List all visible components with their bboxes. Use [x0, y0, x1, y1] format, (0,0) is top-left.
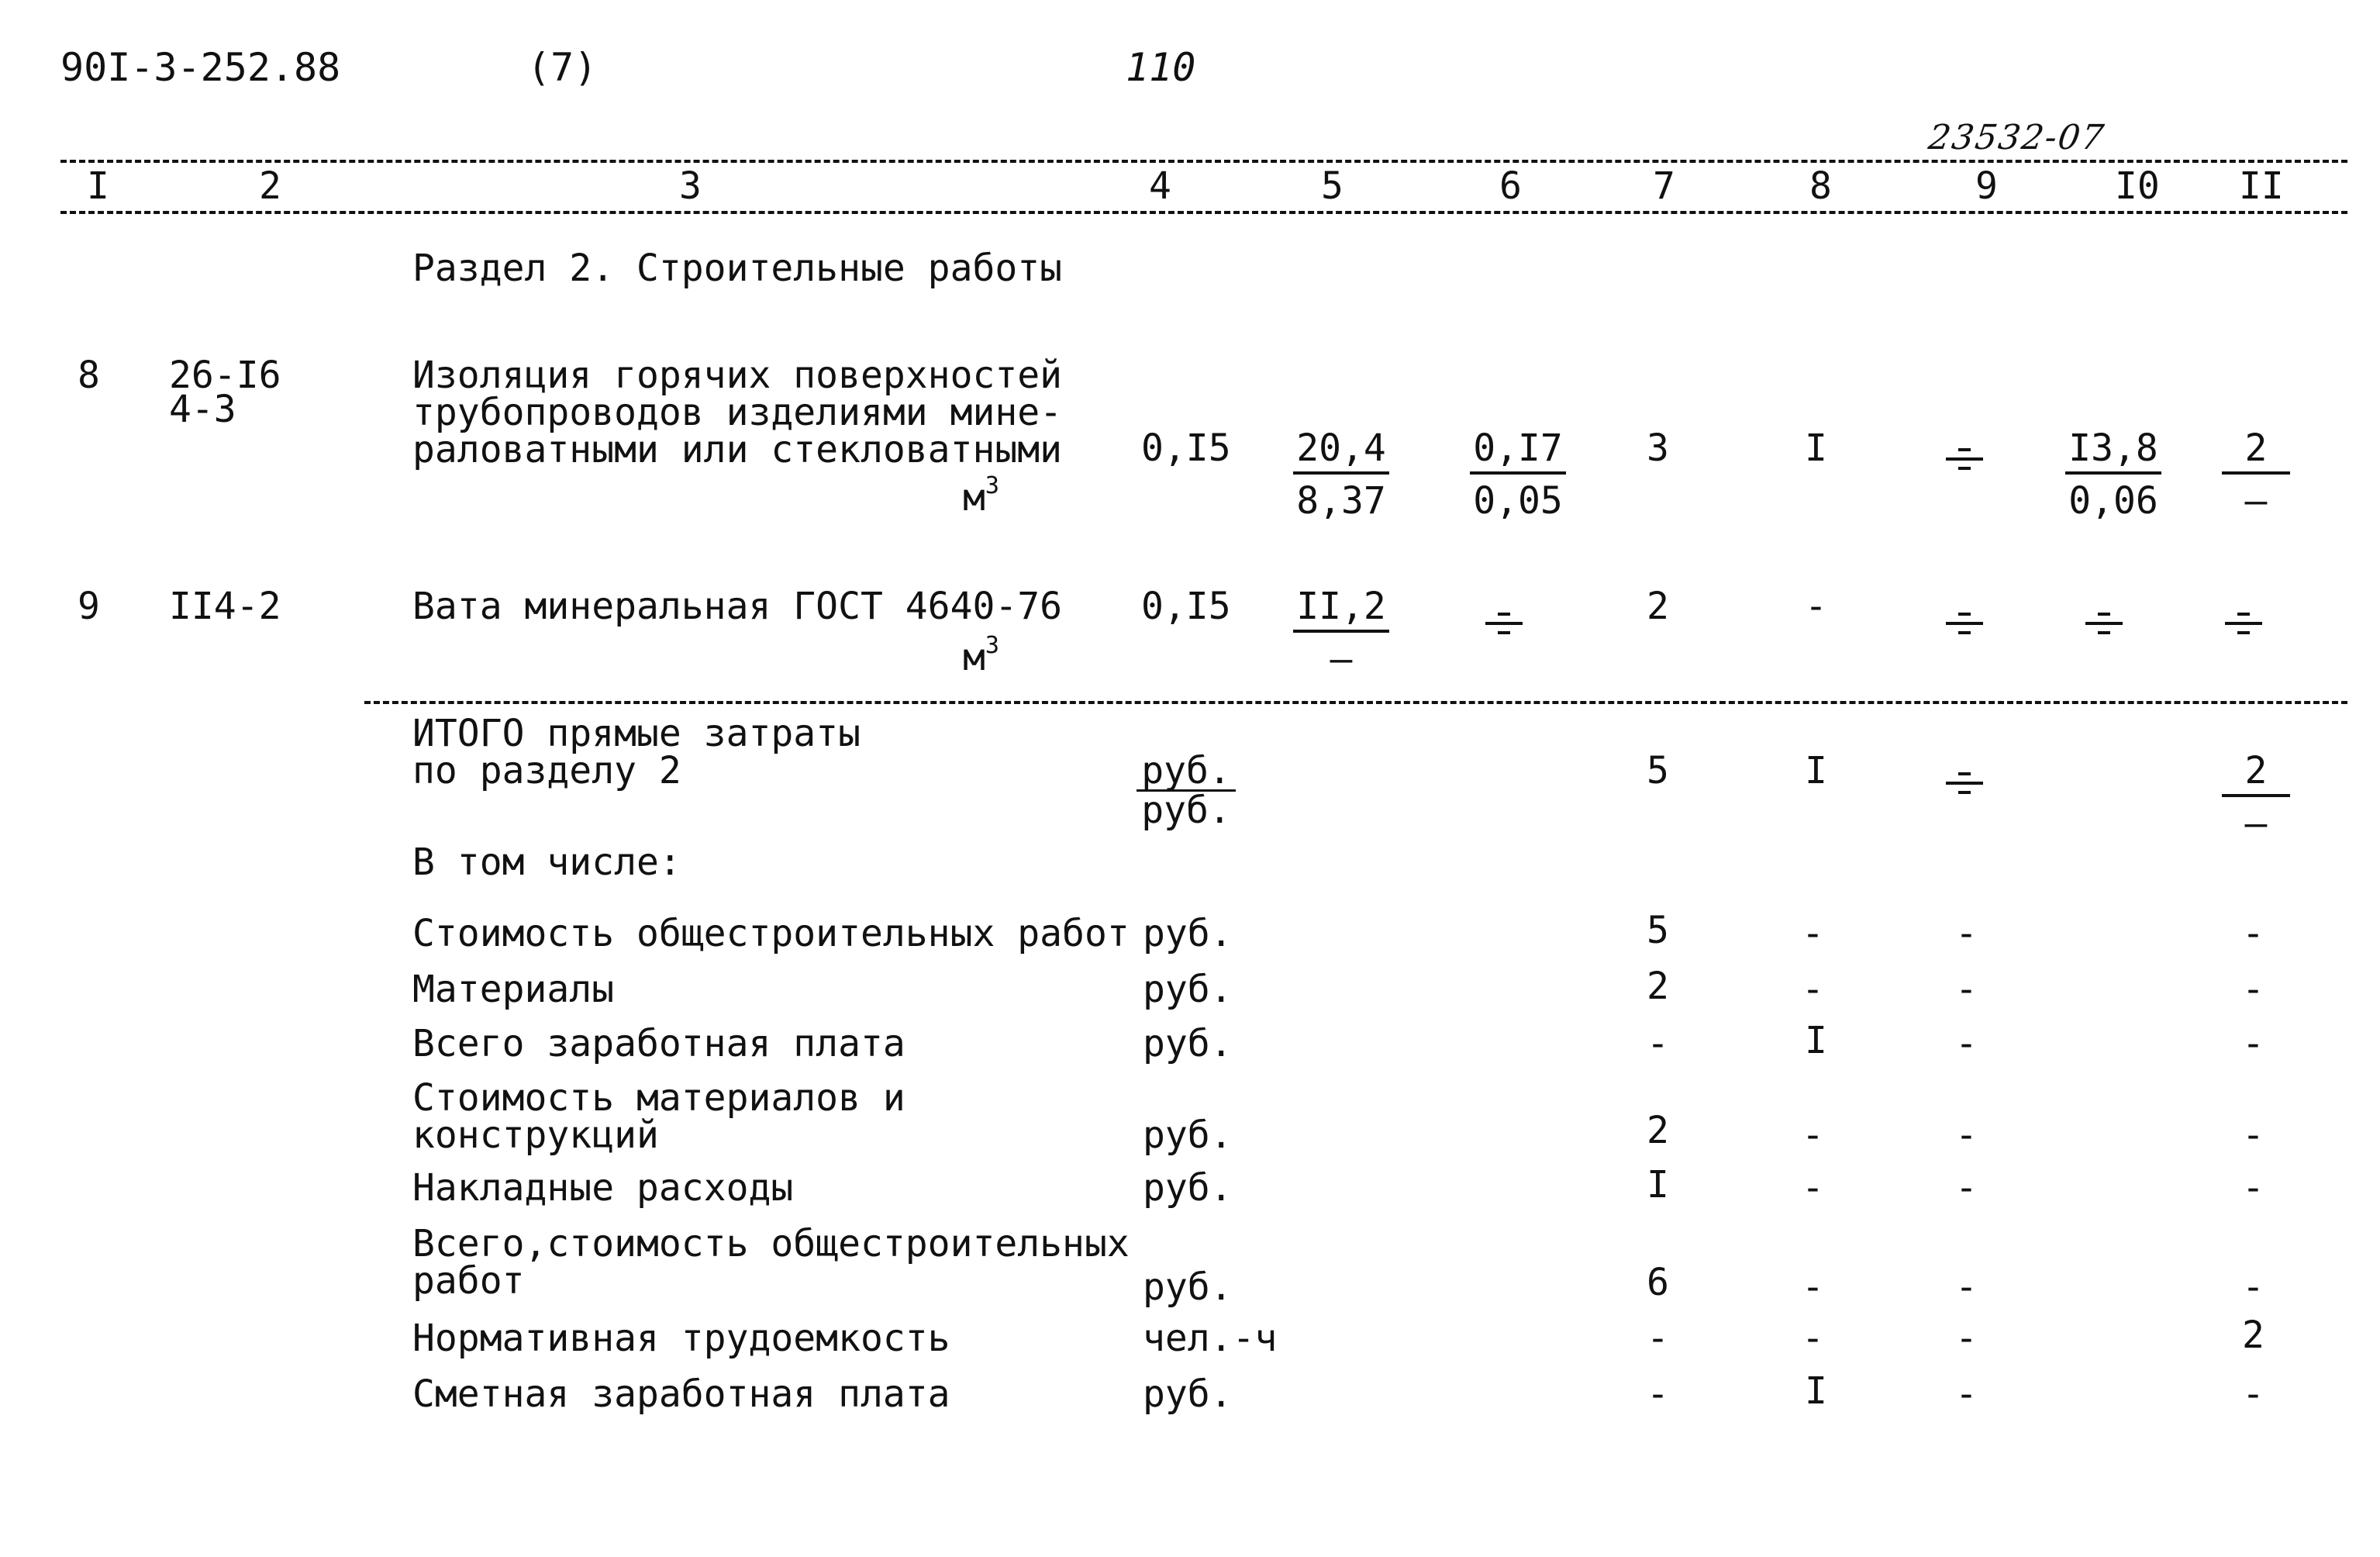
breakdown-col7: 6 [1647, 1261, 1669, 1304]
column-number: I0 [2112, 167, 2163, 205]
breakdown-unit: руб. [1143, 1113, 1233, 1157]
breakdown-col9: - [1955, 1113, 1978, 1157]
breakdown-label: Стоимость общестроительных работ [412, 912, 1130, 955]
row-quantity: 0,I5 [1141, 426, 1231, 470]
row-description: трубопроводов изделиями мине- [412, 391, 1063, 434]
row-col6-empty-fraction [1485, 613, 1523, 636]
breakdown-col9: - [1955, 912, 1978, 955]
breakdown-col9: - [1955, 1265, 1978, 1309]
header-bottom-rule [60, 211, 2347, 214]
handwritten-number: 23532-07 [1926, 118, 2108, 157]
breakdown-label: Всего заработная плата [412, 1022, 905, 1065]
page-number: 110 [1126, 45, 1196, 90]
breakdown-col11: - [2242, 1265, 2264, 1309]
breakdown-col8: - [1802, 968, 1824, 1011]
breakdown-col11: - [2242, 912, 2264, 955]
row-col9-empty-fraction [1946, 613, 1983, 636]
row-col10-empty-fraction [2085, 613, 2123, 636]
breakdown-label: Всего,стоимость общестроительных [412, 1222, 1130, 1265]
breakdown-label: Сметная заработная плата [412, 1372, 950, 1416]
row-code: 4-3 [169, 388, 236, 431]
totals-label: ИТОГО прямые затраты [412, 712, 861, 755]
breakdown-col7: - [1647, 1022, 1669, 1065]
column-number: 5 [1318, 167, 1347, 205]
breakdown-col7: 2 [1647, 965, 1669, 1008]
breakdown-label: Материалы [412, 968, 615, 1011]
row-col5-fraction: $\frac{20,4}{8,37}$ [1293, 430, 1389, 520]
section-title: Раздел 2. Строительные работы [412, 247, 1063, 290]
breakdown-col9: - [1955, 1022, 1978, 1065]
totals-col9-empty-fraction [1946, 772, 1983, 796]
breakdown-unit: чел.-ч [1143, 1317, 1278, 1360]
breakdown-col9: - [1955, 1317, 1978, 1360]
row-description: раловатными или стекловатными [412, 428, 1063, 471]
column-number: I [84, 167, 112, 205]
breakdown-unit: руб. [1143, 1372, 1233, 1416]
row-col10-fraction: $\frac{I3,8}{0,06}$ [2065, 430, 2161, 520]
breakdown-label: работ [412, 1259, 525, 1303]
column-number: 9 [1972, 167, 2001, 205]
breakdown-col7: - [1647, 1317, 1669, 1360]
breakdown-unit: руб. [1143, 912, 1233, 955]
row-quantity: 0,I5 [1141, 585, 1231, 628]
column-number: 6 [1496, 167, 1525, 205]
breakdown-unit: руб. [1143, 1022, 1233, 1065]
breakdown-col7: 5 [1647, 909, 1669, 952]
row-unit: $м^3$ [963, 472, 999, 520]
breakdown-col7: - [1647, 1372, 1669, 1416]
breakdown-unit: руб. [1143, 968, 1233, 1011]
breakdown-col8: - [1802, 1166, 1824, 1210]
breakdown-col11: 2 [2242, 1314, 2264, 1357]
breakdown-col8: I [1805, 1369, 1827, 1413]
row-col5-fraction: II,2 – [1293, 588, 1389, 678]
totals-label: по разделу 2 [412, 749, 681, 792]
row-description: Изоляция горячих поверхностей [412, 354, 1063, 397]
breakdown-col9: - [1955, 968, 1978, 1011]
breakdown-col9: - [1955, 1372, 1978, 1416]
row-code: II4-2 [169, 585, 281, 628]
breakdown-col7: I [1647, 1163, 1669, 1207]
row-col7: 3 [1647, 426, 1669, 470]
breakdown-col8: - [1802, 1265, 1824, 1309]
row-number: 8 [78, 354, 100, 397]
breakdown-col8: I [1805, 1019, 1827, 1062]
column-number: 4 [1146, 167, 1174, 205]
breakdown-col11: - [2242, 1166, 2264, 1210]
column-number: 7 [1650, 167, 1678, 205]
totals-col8: I [1805, 749, 1827, 792]
breakdown-unit: руб. [1143, 1265, 1233, 1309]
row-unit: $м^3$ [963, 632, 999, 679]
row-col11-empty-fraction [2225, 613, 2262, 636]
breakdown-label: Накладные расходы [412, 1166, 794, 1210]
breakdown-col8: - [1802, 912, 1824, 955]
breakdown-label: Нормативная трудоемкость [412, 1317, 950, 1360]
row-number: 9 [78, 585, 100, 628]
totals-unit-fraction: руб. руб. [1137, 752, 1236, 829]
breakdown-label: Стоимость материалов и [412, 1076, 905, 1120]
column-number: 8 [1806, 167, 1835, 205]
column-number: II [2236, 167, 2287, 205]
breakdown-unit: руб. [1143, 1166, 1233, 1210]
breakdown-col9: - [1955, 1166, 1978, 1210]
breakdown-col7: 2 [1647, 1109, 1669, 1152]
row-col11-fraction: 2 – [2222, 430, 2290, 520]
breakdown-col11: - [2242, 1022, 2264, 1065]
breakdown-col11: - [2242, 1113, 2264, 1157]
totals-col11-fraction: 2 – [2222, 752, 2290, 842]
row-col8: I [1805, 426, 1827, 470]
row-col7: 2 [1647, 585, 1669, 628]
totals-separator [364, 701, 2347, 704]
row-code: 26-I6 [169, 354, 281, 397]
breakdown-col8: - [1802, 1113, 1824, 1157]
column-number: 2 [256, 167, 285, 205]
document-code: 90I-3-252.88 [60, 45, 341, 90]
breakdown-col8: - [1802, 1317, 1824, 1360]
header-top-rule [60, 160, 2347, 163]
sheet-number: (7) [527, 45, 598, 90]
breakdown-col11: - [2242, 968, 2264, 1011]
including-label: В том числе: [412, 841, 681, 884]
row-col8: - [1805, 585, 1827, 628]
totals-col7: 5 [1647, 749, 1669, 792]
breakdown-col11: - [2242, 1372, 2264, 1416]
breakdown-label: конструкций [412, 1113, 659, 1157]
column-number: 3 [676, 167, 705, 205]
row-description: Вата минеральная ГОСТ 4640-76 [412, 585, 1063, 628]
row-col9-empty-fraction [1946, 448, 1983, 471]
row-col6-fraction: $\frac{0,I7}{0,05}$ [1470, 430, 1566, 520]
